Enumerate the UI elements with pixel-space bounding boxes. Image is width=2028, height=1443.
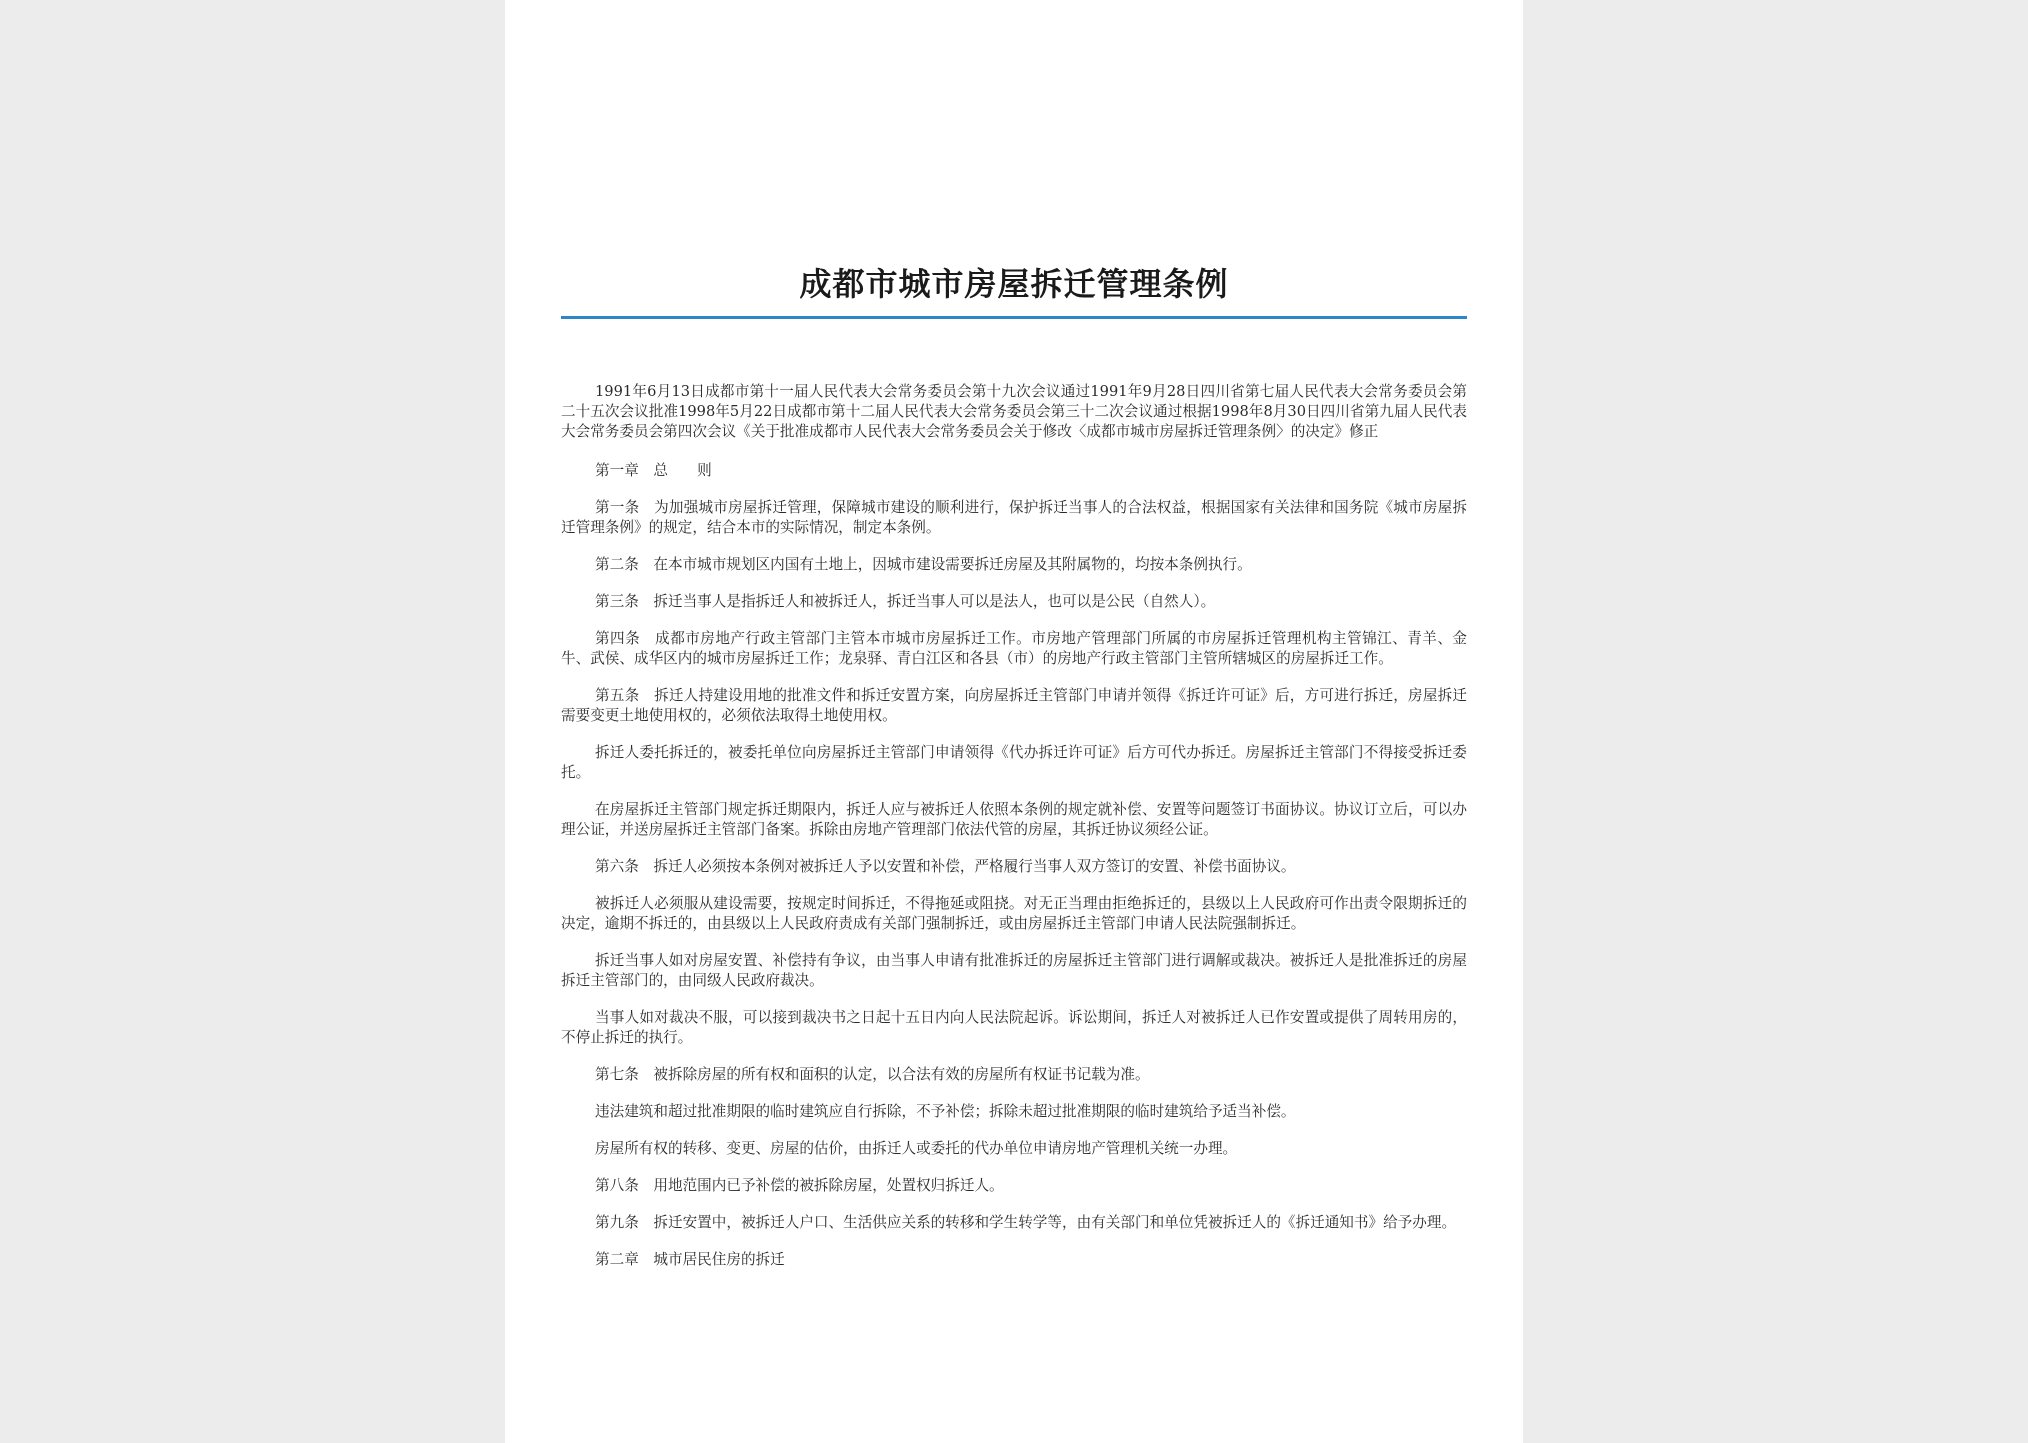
paragraph: 拆迁当事人如对房屋安置、补偿持有争议，由当事人申请有批准拆迁的房屋拆迁主管部门进行调解或裁决。被拆迁人是批准拆迁的房屋拆迁主管部门的，由同级人民政府裁决。	[561, 952, 1467, 989]
title-rule	[561, 316, 1467, 319]
paragraph: 第七条 被拆除房屋的所有权和面积的认定，以合法有效的房屋所有权证书记载为准。	[595, 1066, 1150, 1083]
paragraph: 当事人如对裁决不服，可以接到裁决书之日起十五日内向人民法院起诉。诉讼期间，拆迁人对被拆迁人已作安置或提供了周转用房的，不停止拆迁的执行。	[561, 1009, 1467, 1046]
paragraph: 第六条 拆迁人必须按本条例对被拆迁人予以安置和补偿，严格履行当事人双方签订的安置、补偿书面协议。	[595, 858, 1296, 875]
paragraph: 违法建筑和超过批准期限的临时建筑应自行拆除，不予补偿；拆除未超过批准期限的临时建筑给予适当补偿。	[595, 1103, 1296, 1120]
paragraph: 第四条 成都市房地产行政主管部门主管本市城市房屋拆迁工作。市房地产管理部门所属的市房屋拆迁管理机构主管锦江、青羊、金牛、武侯、成华区内的城市房屋拆迁工作；龙泉驿、青白江区和各县（市）的房地产行政主管部门主管所辖城区的房屋拆迁工作。	[561, 630, 1467, 667]
paragraph: 被拆迁人必须服从建设需要，按规定时间拆迁，不得拖延或阻挠。对无正当理由拒绝拆迁的，县级以上人民政府可作出责令限期拆迁的决定，逾期不拆迁的，由县级以上人民政府责成有关部门强制拆迁，或由房屋拆迁主管部门申请人民法院强制拆迁。	[561, 895, 1467, 932]
chapter-heading: 第一章 总 则	[595, 462, 712, 479]
paragraph: 第一条 为加强城市房屋拆迁管理，保障城市建设的顺利进行，保护拆迁当事人的合法权益，根据国家有关法律和国务院《城市房屋拆迁管理条例》的规定，结合本市的实际情况，制定本条例。	[561, 499, 1467, 536]
paragraph: 第九条 拆迁安置中，被拆迁人户口、生活供应关系的转移和学生转学等，由有关部门和单位凭被拆迁人的《拆迁通知书》给予办理。	[595, 1214, 1457, 1231]
document-title: 成都市城市房屋拆迁管理条例	[799, 265, 1229, 303]
paragraph: 第三条 拆迁当事人是指拆迁人和被拆迁人，拆迁当事人可以是法人，也可以是公民（自然人）。	[595, 593, 1216, 610]
document-body	[561, 382, 1467, 1287]
paragraph: 第二条 在本市城市规划区内国有土地上，因城市建设需要拆迁房屋及其附属物的，均按本条例执行。	[595, 556, 1252, 573]
paragraph: 在房屋拆迁主管部门规定拆迁期限内，拆迁人应与被拆迁人依照本条例的规定就补偿、安置等问题签订书面协议。协议订立后，可以办理公证，并送房屋拆迁主管部门备案。拆除由房地产管理部门依法代管的房屋，其拆迁协议须经公证。	[561, 801, 1467, 838]
paragraph: 拆迁人委托拆迁的，被委托单位向房屋拆迁主管部门申请领得《代办拆迁许可证》后方可代办拆迁。房屋拆迁主管部门不得接受拆迁委托。	[561, 744, 1467, 781]
document-page	[505, 0, 1523, 1443]
chapter-heading: 第二章 城市居民住房的拆迁	[595, 1251, 785, 1268]
paragraph: 房屋所有权的转移、变更、房屋的估价，由拆迁人或委托的代办单位申请房地产管理机关统一办理。	[595, 1140, 1238, 1157]
paragraph: 第八条 用地范围内已予补偿的被拆除房屋，处置权归拆迁人。	[595, 1177, 1004, 1194]
paragraph: 第五条 拆迁人持建设用地的批准文件和拆迁安置方案，向房屋拆迁主管部门申请并领得《拆迁许可证》后，方可进行拆迁，房屋拆迁需要变更土地使用权的，必须依法取得土地使用权。	[561, 687, 1467, 724]
paragraph-intro: 1991年6月13日成都市第十一届人民代表大会常务委员会第十九次会议通过1991年9月28日四川省第七届人民代表大会常务委员会第二十五次会议批准1998年5月22日成都市第十二届人民代表大会常务委员会第三十二次会议通过根据1998年8月30日四川省第九届人民代表大会常务委员会第四次会议《关于批准成都市人民代表大会常务委员会关于修改〈成都市城市房屋拆迁管理条例〉的决定》修正	[561, 383, 1467, 440]
